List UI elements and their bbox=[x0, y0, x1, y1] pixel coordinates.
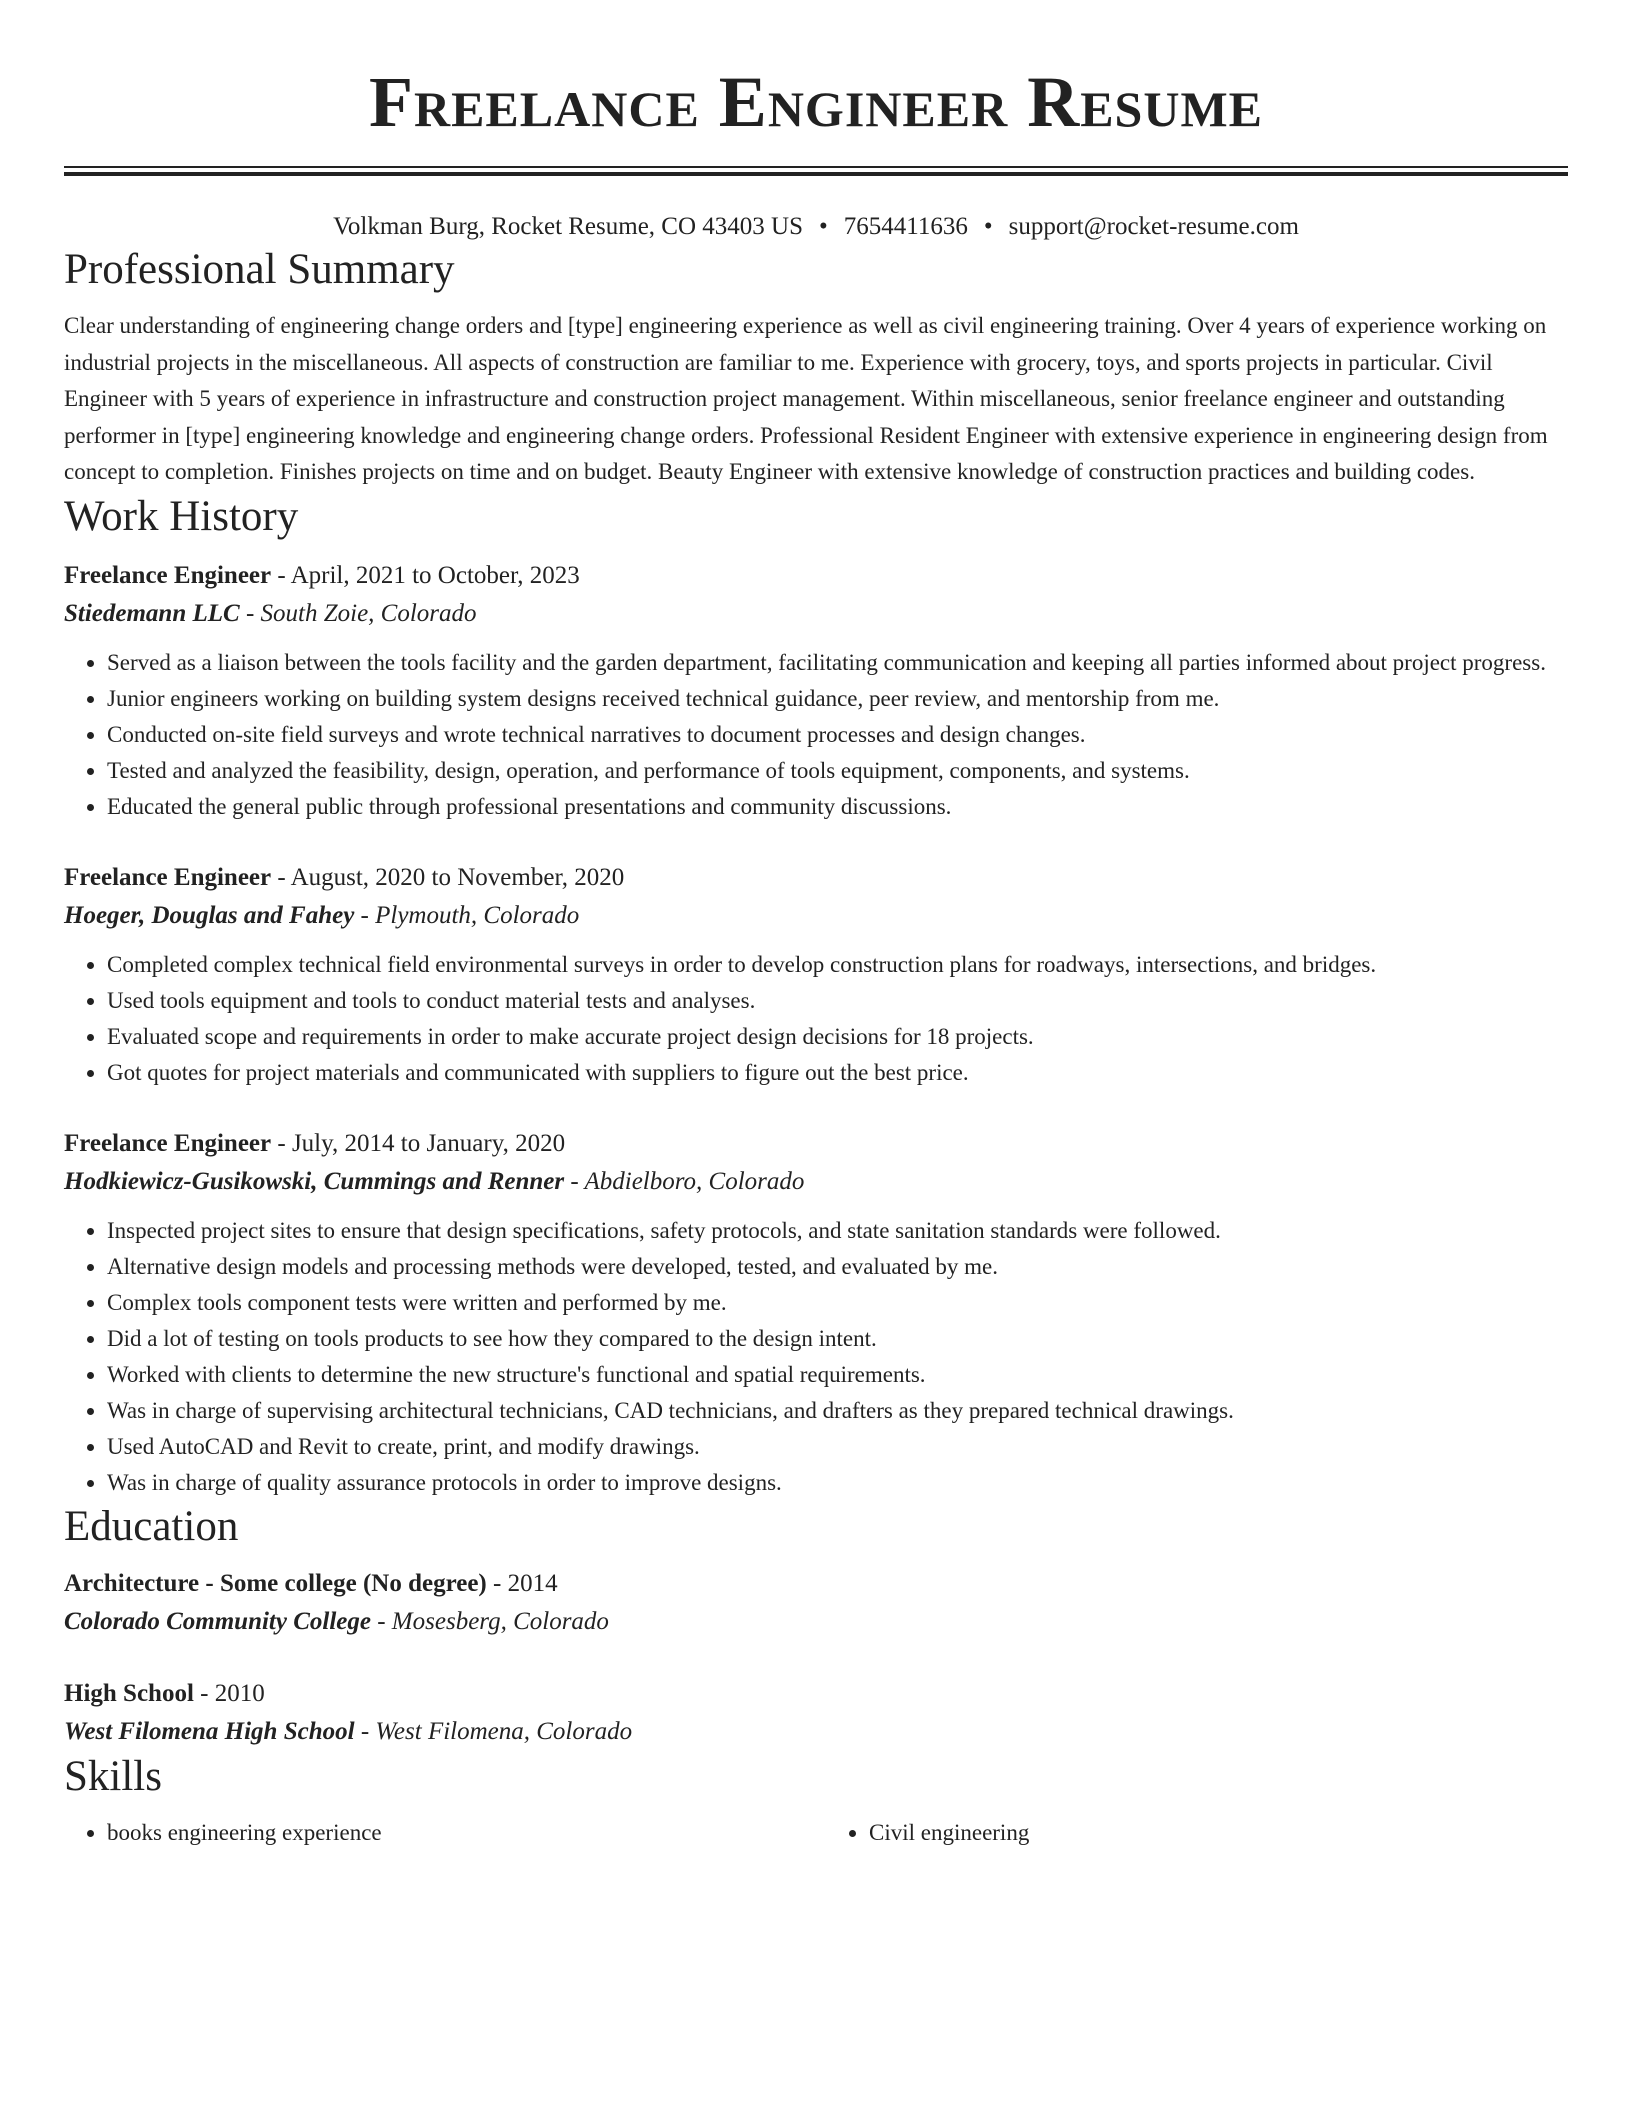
job-entry bbox=[64, 557, 1568, 825]
job-bullet: • Used tools equipment and tools to conduct material tests and analyses. bbox=[107, 983, 1568, 1019]
education-heading: Education bbox=[64, 1502, 239, 1550]
skills-column-left bbox=[64, 1815, 806, 1851]
education-entry bbox=[64, 1675, 1568, 1751]
job-title-line bbox=[64, 1125, 1568, 1163]
job-bullet: • Completed complex technical field environmental surveys in order to develop construction plans for roadways, intersections, and bridges. bbox=[107, 947, 1568, 983]
school-name: Colorado Community College bbox=[64, 1607, 371, 1635]
summary-heading: Professional Summary bbox=[64, 246, 455, 293]
school-line bbox=[64, 1713, 1568, 1751]
degree-name: High School bbox=[64, 1679, 194, 1707]
school-line bbox=[64, 1603, 1568, 1641]
skill-item: • books engineering experience bbox=[107, 1815, 806, 1851]
job-bullets bbox=[64, 947, 1568, 1091]
employer-line bbox=[64, 1163, 1568, 1201]
employer-location: - Abdielboro, Colorado bbox=[564, 1167, 805, 1195]
title-divider bbox=[64, 166, 1568, 176]
employer-line bbox=[64, 595, 1568, 633]
degree-year: - 2010 bbox=[193, 1679, 265, 1707]
school-name: West Filomena High School bbox=[64, 1717, 355, 1745]
contact-separator: • bbox=[819, 213, 828, 240]
job-bullet: • Got quotes for project materials and communicated with suppliers to figure out the best price. bbox=[107, 1055, 1568, 1091]
degree-line bbox=[64, 1565, 1568, 1603]
contact-line bbox=[64, 210, 1568, 244]
employer-location: - South Zoie, Colorado bbox=[239, 599, 477, 627]
degree-name: Architecture - Some college (No degree) bbox=[64, 1569, 487, 1597]
contact-email: support@rocket-resume.com bbox=[1008, 213, 1299, 240]
employer-name: Hoeger, Douglas and Fahey bbox=[64, 901, 355, 929]
divider-thick-line bbox=[64, 172, 1568, 176]
job-bullet: • Did a lot of testing on tools products to see how they compared to the design intent. bbox=[107, 1321, 1568, 1357]
job-dates: - August, 2020 to November, 2020 bbox=[271, 863, 625, 891]
job-title: Freelance Engineer bbox=[64, 561, 272, 589]
resume-page bbox=[64, 0, 1568, 1851]
job-dates: - July, 2014 to January, 2020 bbox=[271, 1129, 566, 1157]
contact-separator: • bbox=[983, 213, 993, 240]
job-title-line bbox=[64, 557, 1568, 595]
resume-title: Freelance Engineer Resume bbox=[368, 62, 1263, 142]
job-bullet: • Educated the general public through professional presentations and community discussions. bbox=[107, 789, 1568, 825]
employer-location: - Plymouth, Colorado bbox=[354, 901, 580, 929]
job-bullet: • Served as a liaison between the tools facility and the garden department, facilitating communication and keeping all parties informed about project progress. bbox=[107, 645, 1568, 681]
job-title: Freelance Engineer bbox=[64, 1129, 272, 1157]
job-dates: - April, 2021 to October, 2023 bbox=[271, 561, 580, 589]
job-bullet: • Inspected project sites to ensure that design specifications, safety protocols, and state sanitation standards were followed. bbox=[107, 1213, 1568, 1249]
job-entry bbox=[64, 1125, 1568, 1501]
job-bullet: • Complex tools component tests were written and performed by me. bbox=[107, 1285, 1568, 1321]
job-bullet: • Was in charge of supervising architectural technicians, CAD technicians, and drafters as they prepared technical drawings. bbox=[107, 1393, 1568, 1429]
job-title: Freelance Engineer bbox=[64, 863, 272, 891]
job-bullet: • Tested and analyzed the feasibility, design, operation, and performance of tools equipment, components, and systems. bbox=[107, 753, 1568, 789]
degree-line bbox=[64, 1675, 1568, 1713]
job-bullet: • Junior engineers working on building system designs received technical guidance, peer review, and mentorship from me. bbox=[107, 681, 1568, 717]
skill-item: • Civil engineering bbox=[869, 1815, 1568, 1851]
contact-address: Volkman Burg, Rocket Resume, CO 43403 US bbox=[333, 213, 803, 240]
summary-text: Clear understanding of engineering change orders and [type] engineering experience as well as civil engineering training. Over 4 years of experience working on industrial projects in the miscellaneous. All aspects of construction are familiar to me. Experience with grocery, toys, and sports projects in particular. Civil Engineer with 5 years of experience in infrastructure and construction project management. Within miscellaneous, senior freelance engineer and outstanding performer in [type] engineering knowledge and engineering change orders. Professional Resident Engineer with extensive experience in engineering design from concept to completion. Finishes projects on time and on budget. Beauty Engineer with extensive knowledge of construction practices and building codes. bbox=[64, 313, 1548, 484]
job-title-line bbox=[64, 859, 1568, 897]
employer-name: Stiedemann LLC bbox=[64, 599, 240, 627]
education-entry bbox=[64, 1565, 1568, 1641]
skills-heading: Skills bbox=[64, 1752, 162, 1800]
degree-year: - 2014 bbox=[486, 1569, 558, 1597]
skills-list bbox=[64, 1815, 1568, 1851]
job-bullet: • Used AutoCAD and Revit to create, print, and modify drawings. bbox=[107, 1429, 1568, 1465]
work-history-heading: Work History bbox=[64, 492, 299, 540]
job-bullet: • Alternative design models and processing methods were developed, tested, and evaluated by me. bbox=[107, 1249, 1568, 1285]
job-bullet: • Conducted on-site field surveys and wrote technical narratives to document processes and design changes. bbox=[107, 717, 1568, 753]
employer-line bbox=[64, 897, 1568, 935]
job-bullets bbox=[64, 645, 1568, 825]
job-bullet: • Evaluated scope and requirements in order to make accurate project design decisions for 18 projects. bbox=[107, 1019, 1568, 1055]
job-entry bbox=[64, 859, 1568, 1091]
skills-column-right bbox=[826, 1815, 1568, 1851]
job-bullet: • Worked with clients to determine the new structure's functional and spatial requirements. bbox=[107, 1357, 1568, 1393]
job-bullet: • Was in charge of quality assurance protocols in order to improve designs. bbox=[107, 1465, 1568, 1501]
divider-thin-line bbox=[64, 166, 1568, 168]
job-bullets bbox=[64, 1213, 1568, 1501]
contact-phone: 7654411636 bbox=[843, 213, 968, 240]
school-location: - Mosesberg, Colorado bbox=[370, 1607, 609, 1635]
school-location: - West Filomena, Colorado bbox=[354, 1717, 633, 1745]
employer-name: Hodkiewicz-Gusikowski, Cummings and Renner bbox=[64, 1167, 565, 1195]
